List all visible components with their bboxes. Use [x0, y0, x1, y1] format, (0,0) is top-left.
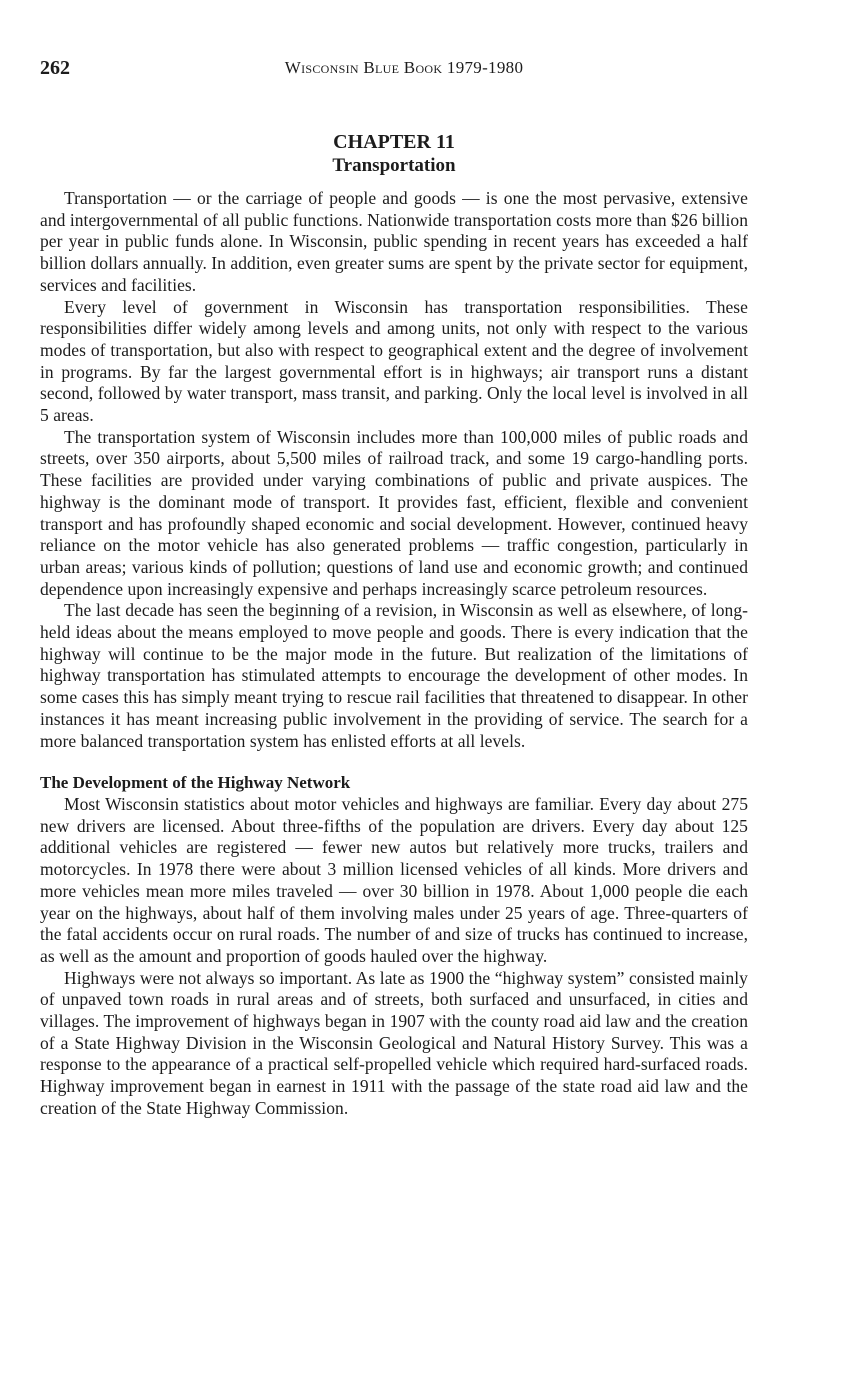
chapter-label: CHAPTER 11 — [333, 131, 455, 153]
running-header — [40, 56, 748, 82]
chapter-heading — [40, 130, 748, 177]
paragraph: Transportation — or the carriage of people and goods — is one the most pervasive, extensive and intergovernmental of all public functions. Nationwide transportation costs more than $26 billion per year in public funds alone. In Wisconsin, public spending in recent years has exceeded a half billion dollars annually. In addition, even greater sums are spent by the private sector for equipment, services and facilities. — [40, 188, 748, 295]
book-title: Wisconsin Blue Book 1979-1980 — [284, 58, 524, 77]
section-heading: The Development of the Highway Network — [40, 773, 351, 793]
page-number: 262 — [40, 57, 70, 79]
body-text — [40, 188, 748, 1120]
chapter-title: Transportation — [332, 155, 456, 176]
paragraph: Most Wisconsin statistics about motor vehicles and highways are familiar. Every day about 275 new drivers are licensed. About three-fifths of the population are drivers. Every day about 125 additional vehicles are registered — fewer new autos but relatively more trucks, trailers and motorcycles. In 1978 there were about 3 million licensed vehicles of all kinds. More drivers and more vehicles mean more miles traveled — over 30 billion in 1978. About 1,000 people die each year on the highways, about half of them involving males under 25 years of age. Three-quarters of the fatal accidents occur on rural roads. The number of and size of trucks has continued to increase, as well as the amount and proportion of goods hauled over the highway. — [40, 793, 748, 966]
paragraph: The transportation system of Wisconsin includes more than 100,000 miles of public roads and streets, over 350 airports, about 5,500 miles of railroad track, and some 19 cargo-handling ports. These facilities are provided under varying combinations of public and private auspices. The highway is the dominant mode of transport. It provides fast, efficient, flexible and convenient transport and has profoundly shaped economic and social development. However, continued heavy reliance on the motor vehicle has also generated problems — traffic congestion, particularly in urban areas; various kinds of pollution; questions of land use and economic growth; and continued dependence upon increasingly expensive and perhaps increasingly scarce petroleum resources. — [40, 426, 748, 599]
paragraph: The last decade has seen the beginning of a revision, in Wisconsin as well as elsewhere, of long-held ideas about the means employed to move people and goods. There is every indication that the highway will continue to be the major mode in the future. But realization of the limitations of highway transportation has stimulated attempts to encourage the development of other modes. In some cases this has simply meant trying to rescue rail facilities that threatened to disappear. In other instances it has meant increasing public involvement in the providing of service. The search for a more balanced transportation system has enlisted efforts at all levels. — [40, 600, 748, 751]
paragraph: Highways were not always so important. As late as 1900 the “highway system” consisted mainly of unpaved town roads in rural areas and of streets, both surfaced and unsurfaced, in cities and villages. The improvement of highways began in 1907 with the county road aid law and the creation of a State Highway Division in the Wisconsin Geological and Natural History Survey. This was a response to the appearance of a practical self-propelled vehicle which required hard-surfaced roads. Highway improvement began in earnest in 1911 with the passage of the state road aid law and the creation of the State Highway Commission. — [40, 967, 748, 1118]
paragraph: Every level of government in Wisconsin has transportation responsibilities. These responsibilities differ widely among levels and among units, not only with respect to the various modes of transportation, but also with respect to geographical extent and the degree of involvement in programs. By far the largest governmental effort is in highways; air transport runs a distant second, followed by water transport, mass transit, and parking. Only the local level is involved in all 5 areas. — [40, 296, 748, 426]
